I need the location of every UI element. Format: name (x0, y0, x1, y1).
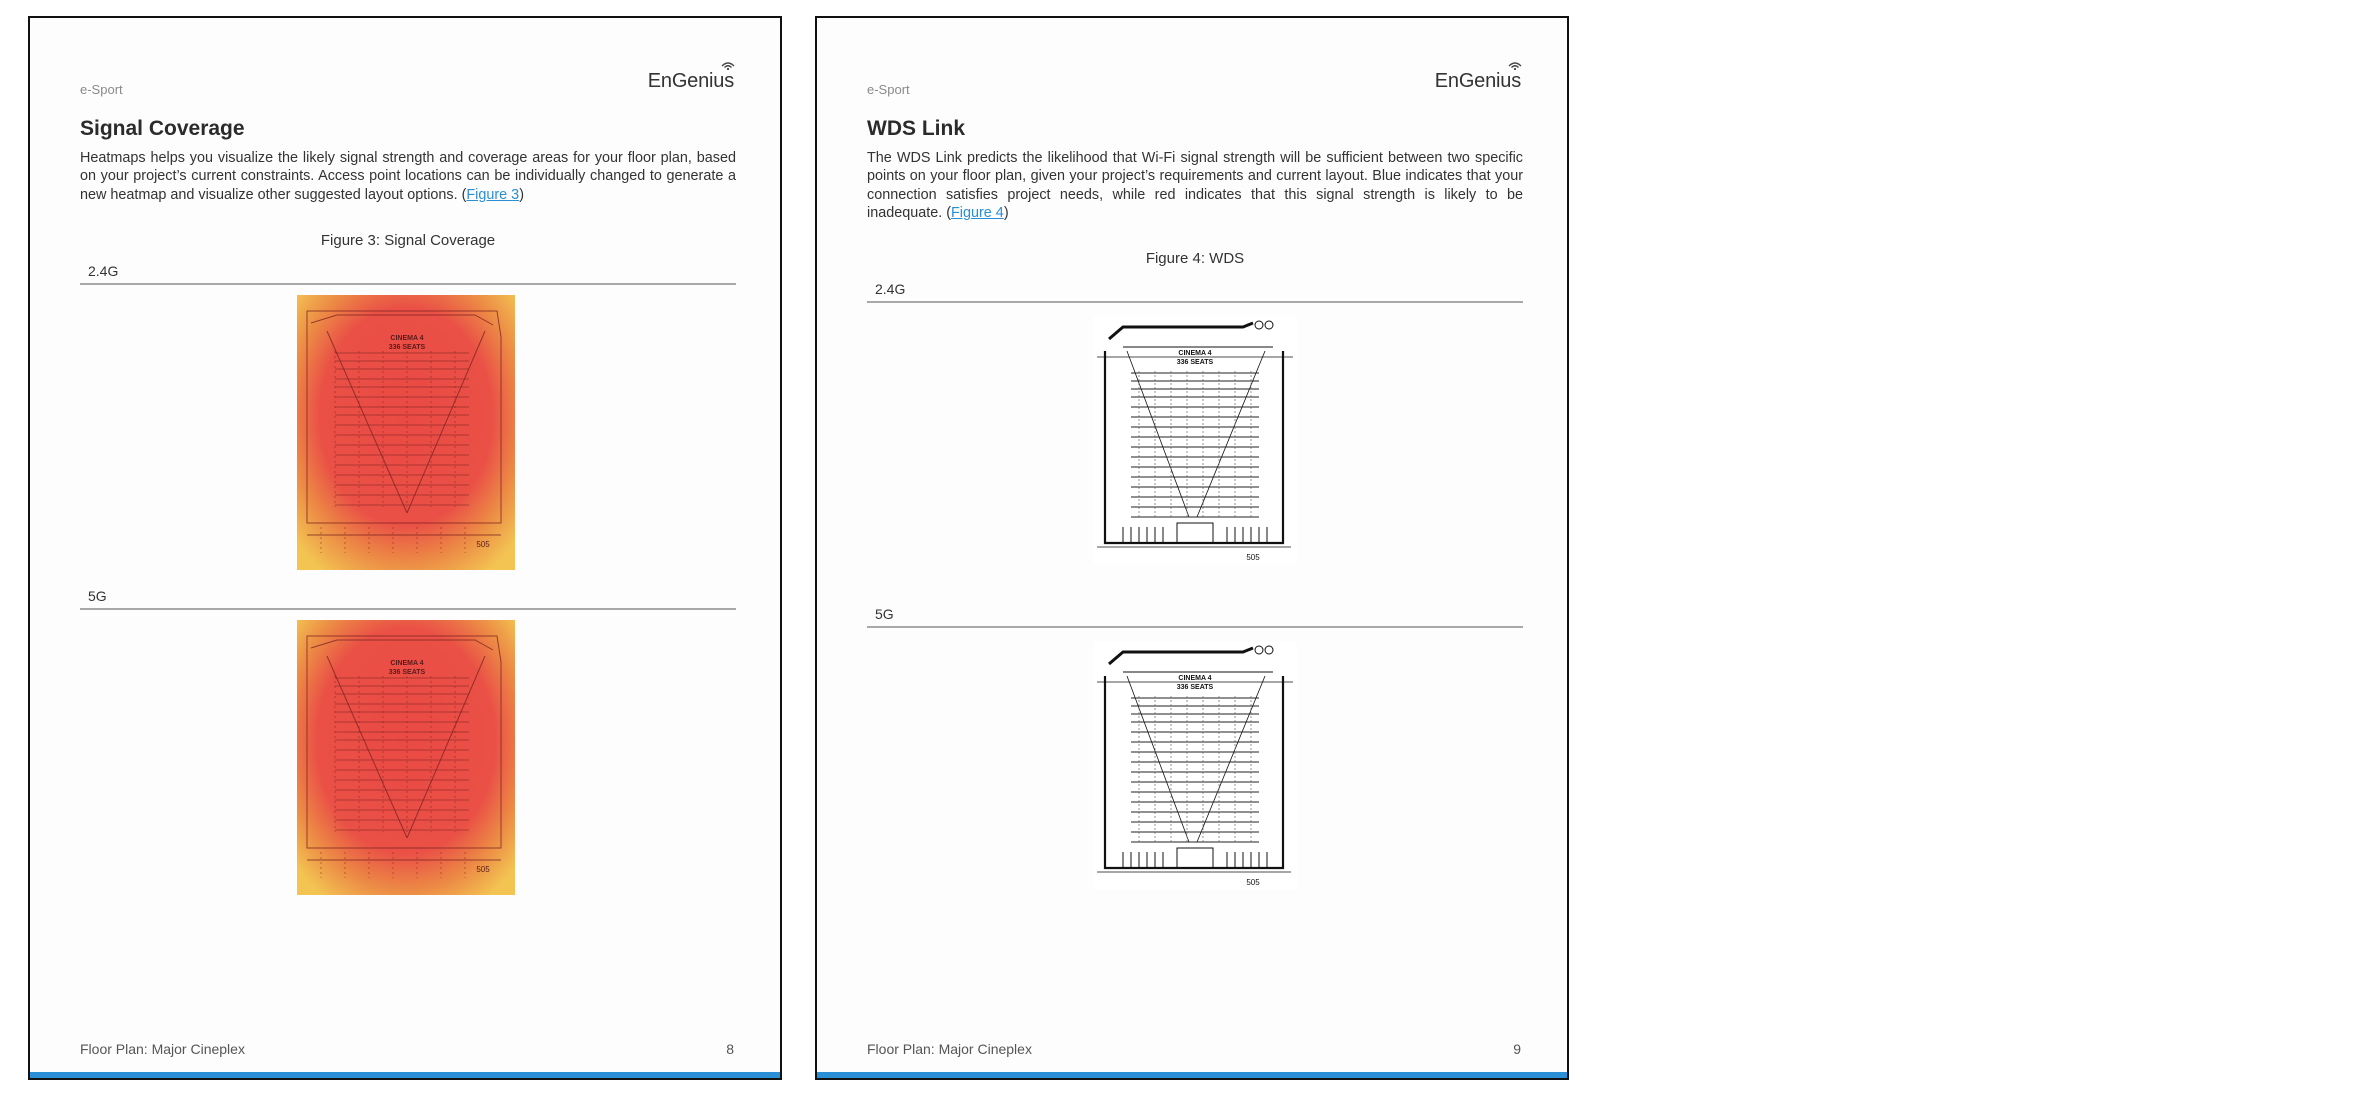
plan-seat-count: 336 SEATS (1176, 359, 1214, 366)
band-divider (867, 626, 1523, 628)
footer-plan-name: Floor Plan: Major Cineplex (80, 1041, 245, 1057)
wds-floorplan-5g (1093, 642, 1297, 890)
plan-seat-count: 336 SEATS (388, 669, 426, 676)
page-title: Signal Coverage (80, 117, 245, 140)
plan-seat-count: 336 SEATS (1176, 684, 1214, 691)
page-8 (28, 16, 782, 1080)
heatmap-5g-graphic (297, 620, 515, 895)
wifi-icon (720, 60, 736, 70)
band-label-5g: 5G (875, 606, 894, 622)
wds-floorplan-2-4g (1093, 317, 1297, 565)
heatmap-2-4g-graphic (297, 295, 515, 570)
plan-room-tag: 505 (476, 540, 490, 549)
logo-text: EnGenius (647, 70, 734, 92)
plan-room-name: CINEMA 4 (1178, 350, 1212, 357)
plan-room-name: CINEMA 4 (390, 335, 424, 342)
logo-text: EnGenius (1434, 70, 1521, 92)
page-number: 9 (1513, 1041, 1521, 1057)
body-paragraph (80, 149, 736, 204)
plan-room-tag: 505 (476, 865, 490, 874)
paragraph-end: ) (1003, 204, 1009, 221)
footer-accent-bar (817, 1072, 1567, 1078)
wds-floorplan-2-4g-graphic (1093, 317, 1297, 565)
plan-room-name: CINEMA 4 (1178, 675, 1212, 682)
body-paragraph (867, 149, 1523, 222)
band-divider (80, 283, 736, 285)
header-section-label: e-Sport (867, 82, 910, 97)
band-label-2-4g: 2.4G (88, 263, 119, 279)
figure-link[interactable]: Figure 4 (951, 204, 1004, 221)
figure-link[interactable]: Figure 3 (466, 186, 520, 203)
plan-room-tag: 505 (1246, 553, 1260, 562)
page-title: WDS Link (867, 117, 965, 140)
band-label-2-4g: 2.4G (875, 281, 906, 297)
footer-accent-bar (30, 1072, 780, 1078)
heatmap-2-4g (297, 295, 515, 570)
band-label-5g: 5G (88, 588, 107, 604)
footer-plan-name: Floor Plan: Major Cineplex (867, 1041, 1032, 1057)
wds-floorplan-5g-graphic (1093, 642, 1297, 890)
engenius-logo (648, 70, 734, 93)
plan-room-tag: 505 (1246, 878, 1260, 887)
band-divider (867, 301, 1523, 303)
paragraph-text: The WDS Link predicts the likelihood that Wi-Fi signal strength will be sufficient between two specific points on your floor plan, given your project’s requirements and current layout. Blue indicates that your connection satisfies project needs, while red indicates that this signal strength is likely to be inadequate. ( (867, 150, 1523, 221)
plan-room-name: CINEMA 4 (390, 660, 424, 667)
wifi-icon (1507, 60, 1523, 70)
figure-caption: Figure 3: Signal Coverage (320, 232, 496, 249)
page-9 (815, 16, 1569, 1080)
band-divider (80, 608, 736, 610)
figure-caption: Figure 4: WDS (1145, 250, 1245, 267)
page-number: 8 (726, 1041, 734, 1057)
engenius-logo (1435, 70, 1521, 93)
plan-seat-count: 336 SEATS (388, 344, 426, 351)
header-section-label: e-Sport (80, 82, 123, 97)
paragraph-end: ) (519, 186, 524, 203)
paragraph-text: Heatmaps helps you visualize the likely signal strength and coverage areas for your floor plan, based on your project’s current constraints. Access point locations can be individually changed to generate a new heatmap and visualize other suggested layout options. ( (80, 150, 736, 203)
heatmap-5g (297, 620, 515, 895)
